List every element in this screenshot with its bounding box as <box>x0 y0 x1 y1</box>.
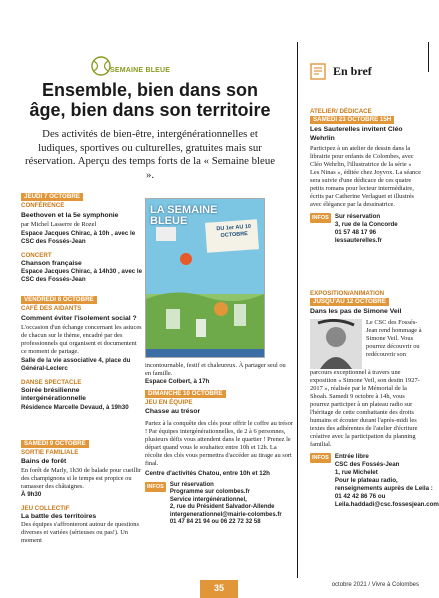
tennis-ball-icon <box>90 55 112 77</box>
day3-date: SAMEDI 9 OCTOBRE <box>21 440 89 448</box>
en-bref-heading: En bref <box>333 64 372 78</box>
page-number: 35 <box>200 580 238 598</box>
info-line: Sur réservation <box>169 481 214 488</box>
day1-event2-place: Espace Jacques Chirac, à 14h30 , avec le CSC des Fossés-Jean <box>21 268 143 283</box>
day4-text: Partez à la conquête des clés pour offrir le coffre au trésor ! Par équipes intergénérationnelles, de 2 à 6 personnes, plusieurs défis vous attendent dans le quartier ! Prenez le départ quand vous le souhaitez entre 10h et 12h. La récolte des clés vous permettra d'accéder au tirage au sort final. <box>145 419 293 467</box>
day2-event2-place: Résidence Marcelle Devaud, à 19h30 <box>21 403 129 411</box>
headline <box>20 80 280 120</box>
headline-line-2: âge, bien dans son territoire <box>29 100 271 120</box>
simone-veil-photo <box>310 319 362 369</box>
day2-event2-label: DANSE SPECTACLE <box>21 378 82 386</box>
info-line: Programme sur colombes.fr <box>169 489 250 495</box>
info-line: 01 57 48 17 96 <box>334 229 377 236</box>
info-line: Pour le plateau radio, renseignements auprès de Leila : 01 42 42 86 76 ou Leila.haddadi@csc.fossesjean.com <box>334 476 439 508</box>
exposition-text-2: parcours exceptionnel à travers une exposition « Simone Veil, son destin 1927-2017 », réalisée par le Mémorial de la Shoah. Samedi 9 octobre à 14h, vous pourrez participer à un plateau radio sur l'héritage de cette combattante des droits humains et écouter durant l'après-midi les textes des adhérentes de l'atelier d'écriture créative avec la participation du planning familial. <box>310 368 420 448</box>
info-line: 3, rue de la Concorde <box>334 221 398 228</box>
day2-date: VENDREDI 8 OCTOBRE <box>21 296 97 304</box>
day1-block <box>21 193 143 284</box>
battle-place: Espace Colbert, à 17h <box>145 378 210 385</box>
day3-event1-text: En forêt de Marly, 1h30 de balade pour cueillir des champignons si le temps est propice ou ramasser des châtaignes. <box>21 466 142 490</box>
info-line: Service intergénérationnel, <box>169 496 247 503</box>
exposition-info-box <box>310 452 439 509</box>
day2-event1-title: Comment éviter l'isolement social ? <box>21 315 137 322</box>
exposition-title: Dans les pas de Simone Veil <box>310 308 402 315</box>
column-divider <box>297 42 298 578</box>
exposition-info-lines <box>335 453 439 509</box>
day2-event1-text: L'occasion d'un échange concernant les astuces de chacun sur le thème, encadré par des professionnels qui organisent et documentent ce moment de partage. <box>21 323 142 355</box>
day3-event1-time: À 9h30 <box>21 490 42 498</box>
intro-paragraph: Des activités de bien-être, intergénérationnelles et ludiques, sportives ou culturelles, gratuites mais sur réservation. Aperçu des temps forts de la « Semaine bleue ». <box>24 128 276 181</box>
battle-continuation: incontournable, festif et chaleureux. À partager seul ou en famille. <box>145 362 286 377</box>
info-badge: INFOS <box>147 483 164 490</box>
day1-date: JEUDI 7 OCTOBRE <box>21 193 83 201</box>
section-kicker: SEMAINE BLEUE <box>110 67 171 74</box>
day4-date: DIMANCHE 10 OCTOBRE <box>145 390 226 398</box>
atelier-date: SAMEDI 23 OCTOBRE 15H <box>310 116 394 124</box>
day4-place: Centre d'activités Chatou, entre 10h et 12h <box>145 469 270 477</box>
info-line: 01 47 84 21 94 ou 06 22 72 32 58 <box>169 519 261 525</box>
info-line: 2, rue du Président Salvador-Allende <box>169 504 275 510</box>
day1-event2-label: CONCERT <box>21 251 52 259</box>
day3-block <box>21 440 143 545</box>
atelier-title: Les Sauterelles invitent Cléo Wehrlin <box>310 126 403 142</box>
atelier-info-box <box>310 213 422 245</box>
atelier-label: ATELIER/ DÉDICACE <box>310 108 372 115</box>
info-line: Entrée libre <box>334 452 369 460</box>
info-line: Sur réservation <box>334 213 381 220</box>
exposition-block <box>310 290 439 509</box>
exposition-date: JUSQU'AU 12 OCTOBRE <box>310 298 389 306</box>
right-edge-rule <box>428 42 429 72</box>
info-line: 1, rue Michelet <box>334 468 378 476</box>
info-line: intergenerationnel@mairie-colombes.fr <box>169 511 282 518</box>
info-badge: INFOS <box>312 215 329 221</box>
info-line: lessauterelles.fr <box>334 237 382 244</box>
atelier-info-lines <box>335 213 398 245</box>
day1-event1-by: par Michel Lasserre de Rozel <box>21 220 97 228</box>
day4-title: Chasse au trésor <box>145 408 201 415</box>
middle-info-lines <box>170 482 282 527</box>
poster-dates: DU 1er AU 10 OCTOBRE <box>216 223 252 239</box>
middle-info-box <box>145 482 293 527</box>
atelier-text: Participez à un atelier de dessin dans la librairie pour enfants de Colombes, avec Cléo Wehrlin, l'illustratrice de la série « Les Ninas », éditée chez Joyvox. La séance sera suivie d'une dédicace de ces quatre petits romans pour lecteur intermédiaire, écrits par Catherine Verlaguet et illustrés avec élégance par la dessinatrice. <box>310 145 421 208</box>
exposition-label: EXPOSITION/ANIMATION <box>310 290 385 297</box>
day3-event2-text: Des équipes s'affronteront autour de questions diverses et variées (sérieuses ou pas!). Un moment <box>21 521 139 544</box>
day3-event1-title: Bains de forêt <box>21 458 67 465</box>
day1-event2-title: Chanson française <box>21 259 82 267</box>
day3-event1-label: SORTIE FAMILIALE <box>21 449 79 456</box>
day2-event1-label: CAFÉ DES AIDANTS <box>21 305 82 312</box>
day1-event1-label: CONFÉRENCE <box>21 202 65 209</box>
exposition-text-1: Le CSC des Fossés-Jean rend hommage à Simone Veil. Vous pourrez découvrir ou redécouvrir son <box>366 318 422 358</box>
day2-event1-place: Salle de la vie associative 4, place du Général-Leclerc <box>21 356 131 372</box>
info-line: CSC des Fossés-Jean <box>334 460 400 468</box>
day3-event2-label: JEU COLLECTIF <box>21 504 70 512</box>
day1-event1-place: Espace Jacques Chirac, à 10h , avec le CSC des Fossés-Jean <box>21 229 136 245</box>
info-badge: INFOS <box>312 454 329 461</box>
day2-event2-title: Soirée brésilienne intergénérationnelle <box>21 386 86 402</box>
poster-title: LA SEMAINE BLEUE <box>150 204 218 227</box>
semaine-bleue-poster <box>145 198 265 358</box>
newspaper-icon <box>309 61 329 81</box>
atelier-block <box>310 108 422 245</box>
day2-block <box>21 296 143 412</box>
middle-block <box>145 362 293 527</box>
day1-event1-title: Beethoven et la 5e symphonie <box>21 212 119 219</box>
footer-publication: octobre 2021 / Vivre à Colombes <box>331 582 419 588</box>
day4-label: JEU EN ÉQUIPE <box>145 399 193 406</box>
day3-event2-title: La battle des territoires <box>21 512 97 520</box>
headline-line-1: Ensemble, bien dans son <box>41 80 259 100</box>
